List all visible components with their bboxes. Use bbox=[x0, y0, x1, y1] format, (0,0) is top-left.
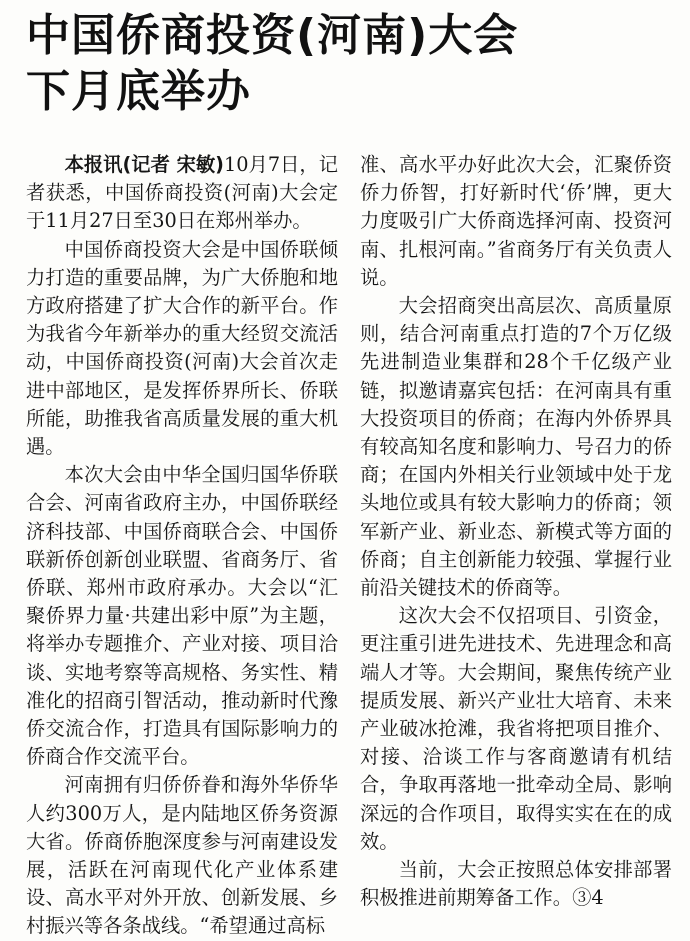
paragraph-invitees: 大会招商突出高层次、高质量原则，结合河南重点打造的7个万亿级先进制造业集群和28个千亿级产业链，拟邀请嘉宾包括：在河南具有重大投资项目的侨商；在海内外侨界具有较高知名度和影响力、号召力的侨商；在国内外相关行业领域中处于龙头地位或具有较大影响力的侨商；领军新产业、新业态、新模式等方面的侨商；自主创新能力较强、掌握行业前沿关键技术的侨商等。 bbox=[360, 294, 672, 600]
paragraph-quote-continued: 准、高水平办好此次大会，汇聚侨资侨力侨智，打好新时代‘侨’牌，更大力度吸引广大侨商选择河南、投资河南、扎根河南。”省商务厅有关负责人说。 bbox=[360, 153, 672, 289]
paragraph-lead bbox=[26, 151, 338, 236]
headline-line-2: 下月底举办 bbox=[26, 66, 251, 117]
paragraph-status: 当前，大会正按照总体安排部署积极推进前期筹备工作。③4 bbox=[360, 858, 672, 910]
right-column bbox=[360, 151, 672, 941]
lead-text: 10月7日，记者获悉，中国侨商投资(河南)大会定于11月27日至30日在郑州举办。 bbox=[26, 153, 338, 233]
paragraph-resources: 河南拥有归侨侨眷和海外华侨华人约300万人，是内陆地区侨务资源大省。侨商侨胞深度参与河南建设发展，活跃在河南现代化产业体系建设、高水平对外开放、创新发展、乡村振兴等各条战线。“希望通过高标 bbox=[26, 773, 338, 938]
paragraph-goals: 这次大会不仅招项目、引资金，更注重引进先进技术、先进理念和高端人才等。大会期间，聚焦传统产业提质发展、新兴产业壮大培育、未来产业破冰抢滩，我省将把项目推介、对接、洽谈工作与客商邀请有机结合，争取再落地一批牵动全局、影响深远的合作项目，取得实实在在的成效。 bbox=[360, 604, 672, 853]
article-body bbox=[26, 151, 672, 941]
byline: 本报讯(记者 宋敏) bbox=[64, 153, 224, 176]
paragraph-organizers: 本次大会由中华全国归国华侨联合会、河南省政府主办，中国侨联经济科技部、中国侨商联合会、中国侨联新侨创新创业联盟、省商务厅、省侨联、郑州市政府承办。大会以“汇聚侨界力量·共建出彩中原”为主题，将举办专题推介、产业对接、项目洽谈、实地考察等高规格、务实性、精准化的招商引智活动，推动新时代豫侨交流合作，打造具有国际影响力的侨商合作交流平台。 bbox=[26, 463, 338, 769]
headline-line-1: 中国侨商投资(河南)大会 bbox=[26, 10, 519, 61]
headline bbox=[26, 8, 672, 120]
paragraph-brand: 中国侨商投资大会是中国侨联倾力打造的重要品牌，为广大侨胞和地方政府搭建了扩大合作的新平台。作为我省今年新举办的重大经贸交流活动，中国侨商投资(河南)大会首次走进中部地区，是发挥侨界所长、侨联所能，助推我省高质量发展的重大机遇。 bbox=[26, 237, 338, 459]
left-column bbox=[26, 151, 338, 941]
